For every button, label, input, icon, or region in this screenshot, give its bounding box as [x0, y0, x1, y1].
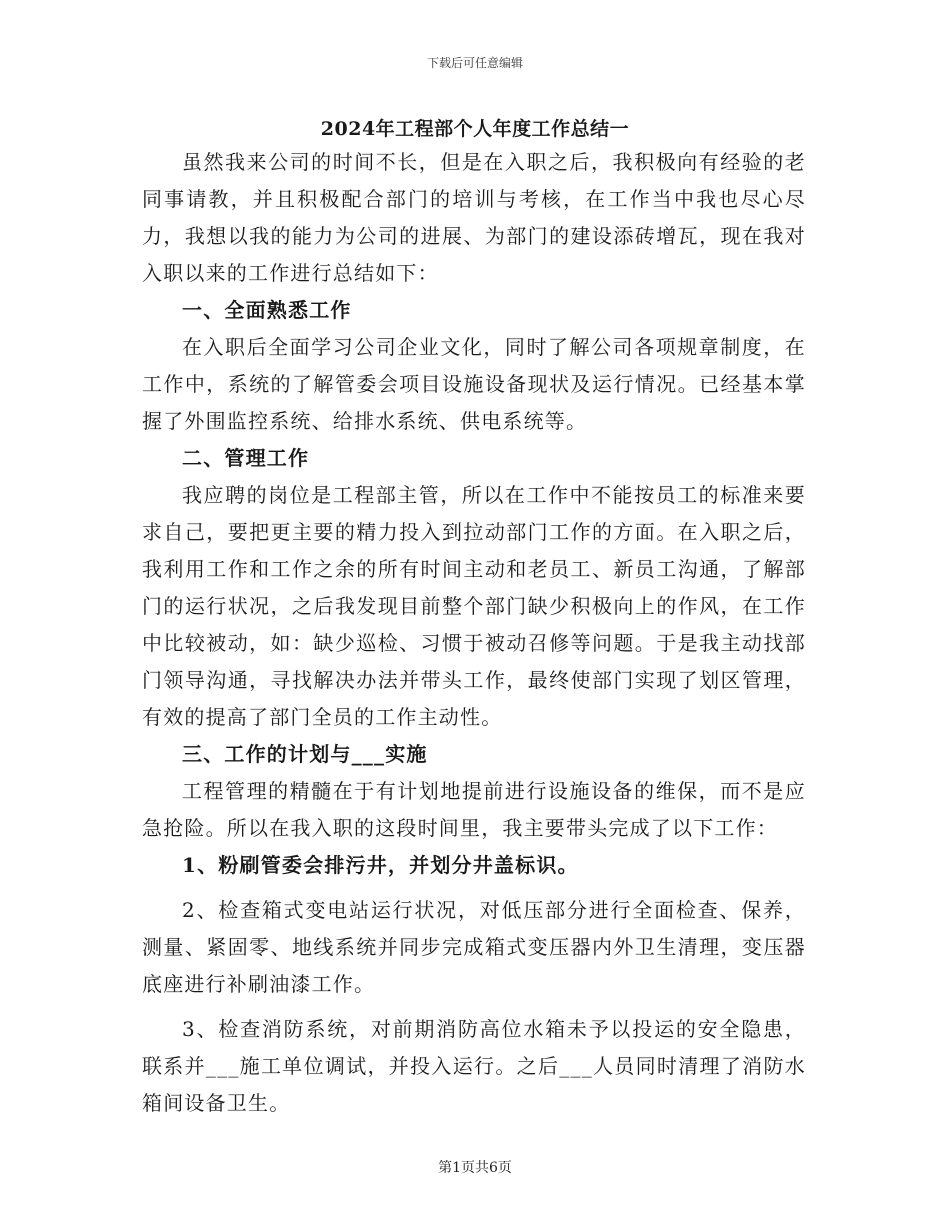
intro-paragraph: 虽然我来公司的时间不长，但是在入职之后，我积极向有经验的老同事请教，并且积极配合部门的培训与考核，在工作当中我也尽心尽力，我想以我的能力为公司的进展、为部门的建设添砖增瓦，现在我对入职以来的工作进行总结如下： [142, 150, 806, 285]
section-heading-1: 一、全面熟悉工作 [182, 298, 352, 322]
document-title: 2024年工程部个人年度工作总结一 [320, 118, 630, 140]
list-item-3: 3、检查消防系统，对前期消防高位水箱未予以投运的安全隐患，联系并___施工单位调试，并投入运行。之后___人员同时清理了消防水箱间设备卫生。 [142, 1017, 806, 1115]
section-body-3: 工程管理的精髓在于有计划地提前进行设施设备的维保，而不是应急抢险。所以在我入职的这段时间里，我主要带头完成了以下工作： [142, 779, 806, 840]
list-item-1: 1、粉刷管委会排污井，并划分井盖标识。 [182, 853, 579, 877]
section-heading-2: 二、管理工作 [182, 446, 310, 470]
section-body-2: 我应聘的岗位是工程部主管，所以在工作中不能按员工的标准来要求自己，要把更主要的精力投入到拉动部门工作的方面。在入职之后，我利用工作和工作之余的所有时间主动和老员工、新员工沟通，了解部门的运行状况，之后我发现目前整个部门缺少积极向上的作风，在工作中比较被动，如：缺少巡检、习惯于被动召修等问题。于是我主动找部门领导沟通，寻找解决办法并带头工作，最终使部门实现了划区管理，有效的提高了部门全员的工作主动性。 [142, 483, 806, 729]
section-heading-3: 三、工作的计划与___实施 [182, 742, 428, 766]
header-note: 下载后可任意编辑 [426, 56, 523, 70]
page-footer: 第1页共6页 [438, 1160, 512, 1176]
section-body-1: 在入职后全面学习公司企业文化，同时了解公司各项规章制度，在工作中，系统的了解管委会项目设施设备现状及运行情况。已经基本掌握了外围监控系统、给排水系统、供电系统等。 [142, 335, 806, 433]
document-body [142, 144, 806, 1122]
list-item-2: 2、检查箱式变电站运行状况，对低压部分进行全面检查、保养，测量、紧固零、地线系统并同步完成箱式变压器内外卫生清理，变压器底座进行补刷油漆工作。 [142, 898, 806, 996]
